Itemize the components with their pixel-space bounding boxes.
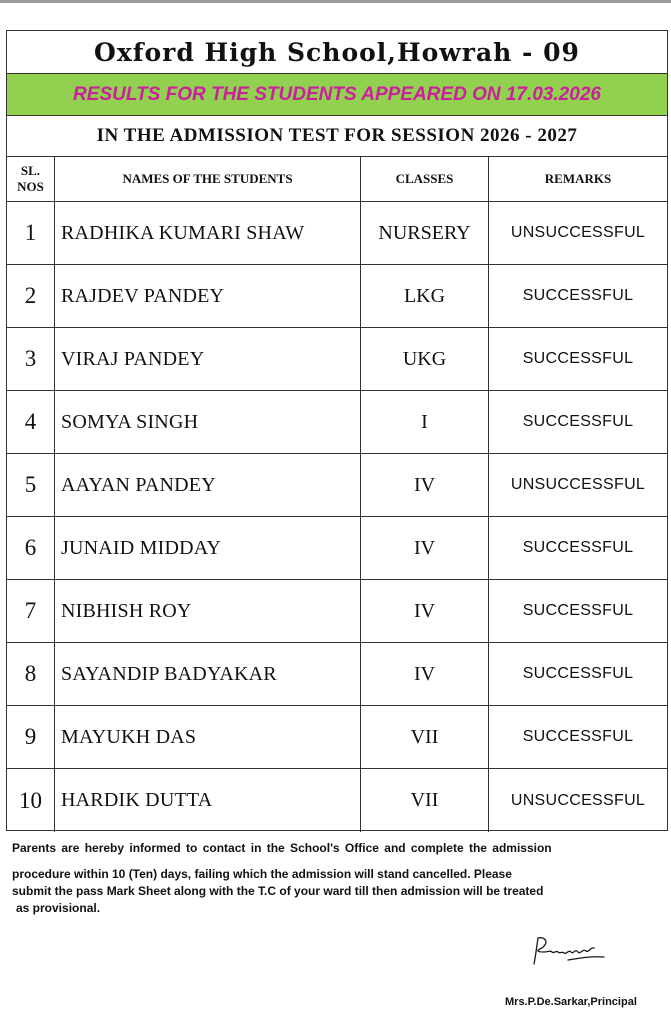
- column-header-sl-line1: SL.: [20, 163, 41, 178]
- notice-line: procedure within 10 (Ten) days, failing which the admission will stand cancelled. Please: [12, 867, 512, 881]
- row-sl: 3: [7, 328, 55, 390]
- row-remark: UNSUCCESSFUL: [510, 791, 646, 809]
- table-body: [7, 202, 667, 832]
- row-remark: UNSUCCESSFUL: [510, 476, 646, 493]
- principal-name: Mrs.P.De.Sarkar,Principal: [505, 996, 637, 1008]
- table-row: [7, 643, 667, 706]
- table-row: [7, 391, 667, 454]
- row-student-name: SOMYA SINGH: [55, 391, 361, 453]
- row-remark: SUCCESSFUL: [522, 602, 634, 619]
- row-sl: 10: [7, 769, 55, 832]
- principal-signature: [528, 934, 608, 970]
- row-class: I: [361, 391, 489, 453]
- row-remark: UNSUCCESSFUL: [510, 224, 646, 241]
- table-row: [7, 454, 667, 517]
- row-remark: SUCCESSFUL: [522, 728, 634, 745]
- row-class: VII: [361, 769, 489, 832]
- row-class: VII: [361, 706, 489, 768]
- top-rule: [0, 0, 671, 3]
- table-row: [7, 517, 667, 580]
- row-student-name: AAYAN PANDEY: [55, 454, 361, 516]
- column-header-classes: CLASSES: [361, 157, 489, 201]
- row-student-name: RAJDEV PANDEY: [55, 265, 361, 327]
- row-class: IV: [361, 643, 489, 705]
- row-remark: SUCCESSFUL: [522, 287, 634, 304]
- row-student-name: VIRAJ PANDEY: [55, 328, 361, 390]
- row-sl: 9: [7, 706, 55, 768]
- column-header-sl: [7, 157, 55, 201]
- table-row: [7, 265, 667, 328]
- row-sl: 6: [7, 517, 55, 579]
- row-class: NURSERY: [361, 202, 489, 264]
- row-class: LKG: [361, 265, 489, 327]
- row-remark: SUCCESSFUL: [522, 665, 634, 682]
- table-row: [7, 769, 667, 832]
- notice-line: submit the pass Mark Sheet along with the T.C of your ward till then admission will be treated: [12, 884, 544, 898]
- row-student-name: RADHIKA KUMARI SHAW: [55, 202, 361, 264]
- row-student-name: JUNAID MIDDAY: [55, 517, 361, 579]
- row-sl: 1: [7, 202, 55, 264]
- column-header-names: NAMES OF THE STUDENTS: [55, 157, 361, 201]
- row-remark: SUCCESSFUL: [522, 539, 634, 556]
- results-sheet: [6, 30, 668, 831]
- row-remark: SUCCESSFUL: [522, 350, 634, 367]
- row-student-name: SAYANDIP BADYAKAR: [55, 643, 361, 705]
- table-header: [7, 157, 667, 202]
- notice-line: as provisional.: [16, 901, 101, 915]
- row-student-name: MAYUKH DAS: [55, 706, 361, 768]
- row-sl: 5: [7, 454, 55, 516]
- row-class: IV: [361, 580, 489, 642]
- table-row: [7, 580, 667, 643]
- session-line: IN THE ADMISSION TEST FOR SESSION 2026 - 2027: [7, 116, 667, 157]
- row-student-name: NIBHISH ROY: [55, 580, 361, 642]
- row-sl: 2: [7, 265, 55, 327]
- school-title: Oxford High School,Howrah - 09: [7, 31, 667, 74]
- row-sl: 8: [7, 643, 55, 705]
- row-student-name: HARDIK DUTTA: [55, 769, 361, 832]
- column-header-sl-line2: NOS: [17, 179, 44, 194]
- parents-notice: [12, 840, 652, 917]
- row-class: IV: [361, 517, 489, 579]
- notice-line: Parents are hereby informed to contact in the School's Office and complete the admission: [12, 841, 552, 855]
- table-row: [7, 328, 667, 391]
- table-row: [7, 202, 667, 265]
- row-sl: 4: [7, 391, 55, 453]
- row-remark: SUCCESSFUL: [522, 413, 634, 430]
- row-sl: 7: [7, 580, 55, 642]
- column-header-remarks: REMARKS: [544, 171, 612, 186]
- row-class: UKG: [361, 328, 489, 390]
- results-banner: RESULTS FOR THE STUDENTS APPEARED ON 17.03.2026: [7, 74, 667, 116]
- table-row: [7, 706, 667, 769]
- row-class: IV: [361, 454, 489, 516]
